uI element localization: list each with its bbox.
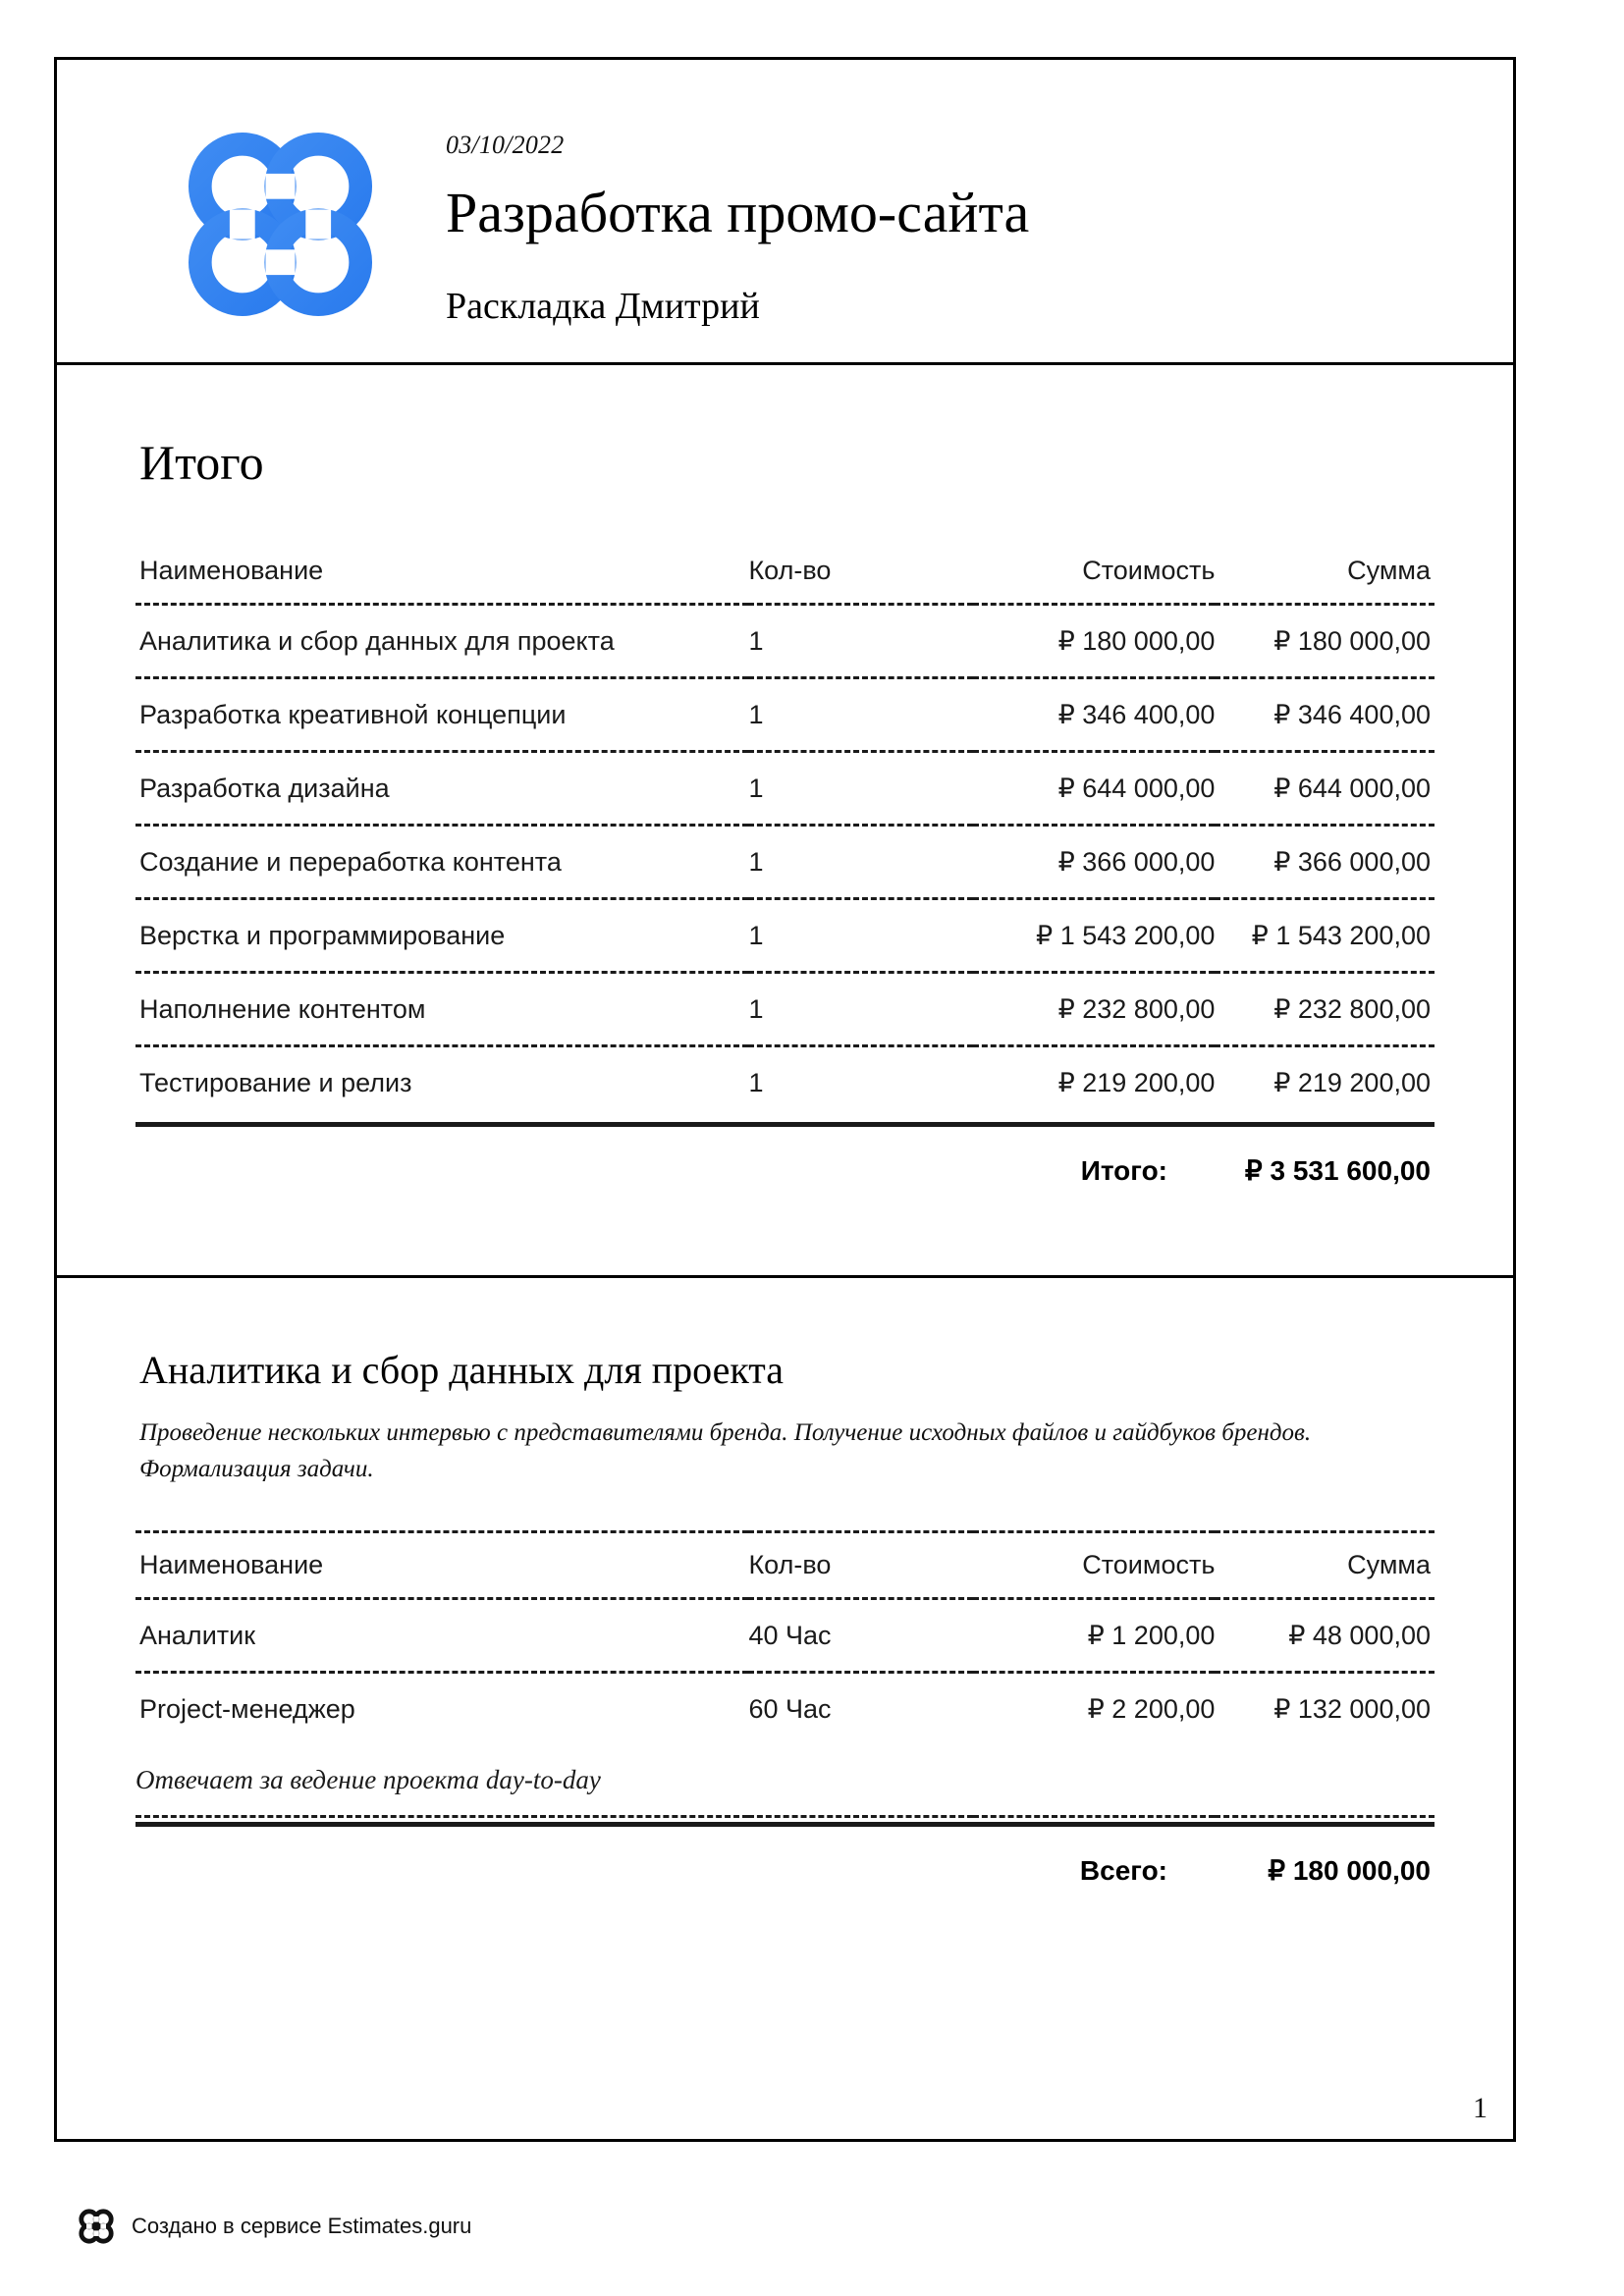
table-row [135,1599,1435,1673]
row-name: Разработка креативной концепции [135,678,748,752]
summary-total-label: Итого: [1080,1155,1167,1186]
row-name: Аналитика и сбор данных для проекта [135,605,748,678]
footer-clover-quatrefoil-icon [77,2207,116,2246]
row-name: Тестирование и релиз [139,1068,412,1097]
table-row [135,752,1435,826]
header-text-block [446,131,1474,328]
detail-section [57,1278,1513,1887]
row-price: ₽ 180 000,00 [973,605,1215,678]
summary-total-row [135,1127,1435,1187]
row-qty: 40 Час [748,1599,973,1673]
row-qty: 60 Час [748,1694,832,1724]
row-price: ₽ 219 200,00 [1057,1068,1216,1097]
row-qty: 1 [748,899,973,973]
detail-total-value: ₽ 180 000,00 [1268,1855,1431,1886]
table-row [135,826,1435,899]
row-sum: ₽ 1 543 200,00 [1215,899,1435,973]
row-sum: ₽ 219 200,00 [1273,1068,1431,1097]
row-price: ₽ 366 000,00 [973,826,1215,899]
row-price: ₽ 1 200,00 [973,1599,1215,1673]
row-price: ₽ 644 000,00 [973,752,1215,826]
column-header-qty: Кол-во [748,556,973,605]
detail-title: Аналитика и сбор данных для проекта [139,1348,785,1392]
summary-section [57,365,1513,1278]
table-row [135,605,1435,678]
row-qty: 1 [748,1068,764,1097]
column-header-price: Стоимость [973,1532,1215,1599]
row-qty: 1 [748,826,973,899]
row-sum: ₽ 48 000,00 [1215,1599,1435,1673]
page-footer [77,2207,471,2246]
row-qty: 1 [748,678,973,752]
document-page [54,57,1516,2142]
row-name: Аналитик [135,1599,748,1673]
detail-table-header-row [135,1532,1435,1599]
column-header-price: Стоимость [973,556,1215,605]
row-name: Создание и переработка контента [135,826,748,899]
detail-description: Проведение нескольких интервью с представителями бренда. Получение исходных файлов и гайдбуков брендов. Формализация задачи. [139,1419,1312,1482]
clover-quatrefoil-icon [175,119,386,330]
detail-total-label: Всего: [1079,1855,1167,1886]
brand-logo [175,119,386,330]
row-name: Верстка и программирование [135,899,748,973]
summary-table-header-row [135,556,1435,605]
row-name: Разработка дизайна [135,752,748,826]
row-name: Наполнение контентом [135,973,748,1046]
table-row [135,1046,1435,1119]
row-sum: ₽ 180 000,00 [1215,605,1435,678]
column-header-name: Наименование [135,556,748,605]
column-header-sum: Сумма [1215,556,1435,605]
row-sum: ₽ 644 000,00 [1215,752,1435,826]
detail-table [135,1530,1435,1818]
row-price: ₽ 2 200,00 [1087,1694,1216,1724]
row-price: ₽ 232 800,00 [973,973,1215,1046]
summary-title: Итого [139,435,264,490]
page-number: 1 [1473,2092,1488,2124]
table-row [135,899,1435,973]
row-sum: ₽ 346 400,00 [1215,678,1435,752]
row-sum: ₽ 232 800,00 [1215,973,1435,1046]
row-sum: ₽ 366 000,00 [1215,826,1435,899]
column-header-sum: Сумма [1215,1532,1435,1599]
row-sum: ₽ 132 000,00 [1273,1694,1431,1724]
table-row [135,973,1435,1046]
document-title: Разработка промо-сайта [446,181,1030,244]
row-qty: 1 [748,752,973,826]
column-header-qty: Кол-во [748,1532,973,1599]
table-row [135,1673,1435,1745]
row-price: ₽ 1 543 200,00 [973,899,1215,973]
detail-total-row [135,1827,1435,1887]
table-row-note [135,1744,1435,1817]
row-qty: 1 [748,605,973,678]
footer-text: Создано в сервисе Estimates.guru [132,2214,472,2238]
column-header-name: Наименование [135,1532,748,1599]
table-row [135,678,1435,752]
document-header [57,60,1513,365]
row-name: Project-менеджер [139,1694,355,1724]
document-subtitle: Раскладка Дмитрий [446,286,760,328]
row-qty: 1 [748,973,973,1046]
document-date: 03/10/2022 [446,131,565,159]
row-price: ₽ 346 400,00 [973,678,1215,752]
summary-total-value: ₽ 3 531 600,00 [1244,1155,1431,1186]
row-note-text: Отвечает за ведение проекта day-to-day [135,1744,1435,1817]
summary-table [135,556,1435,1118]
